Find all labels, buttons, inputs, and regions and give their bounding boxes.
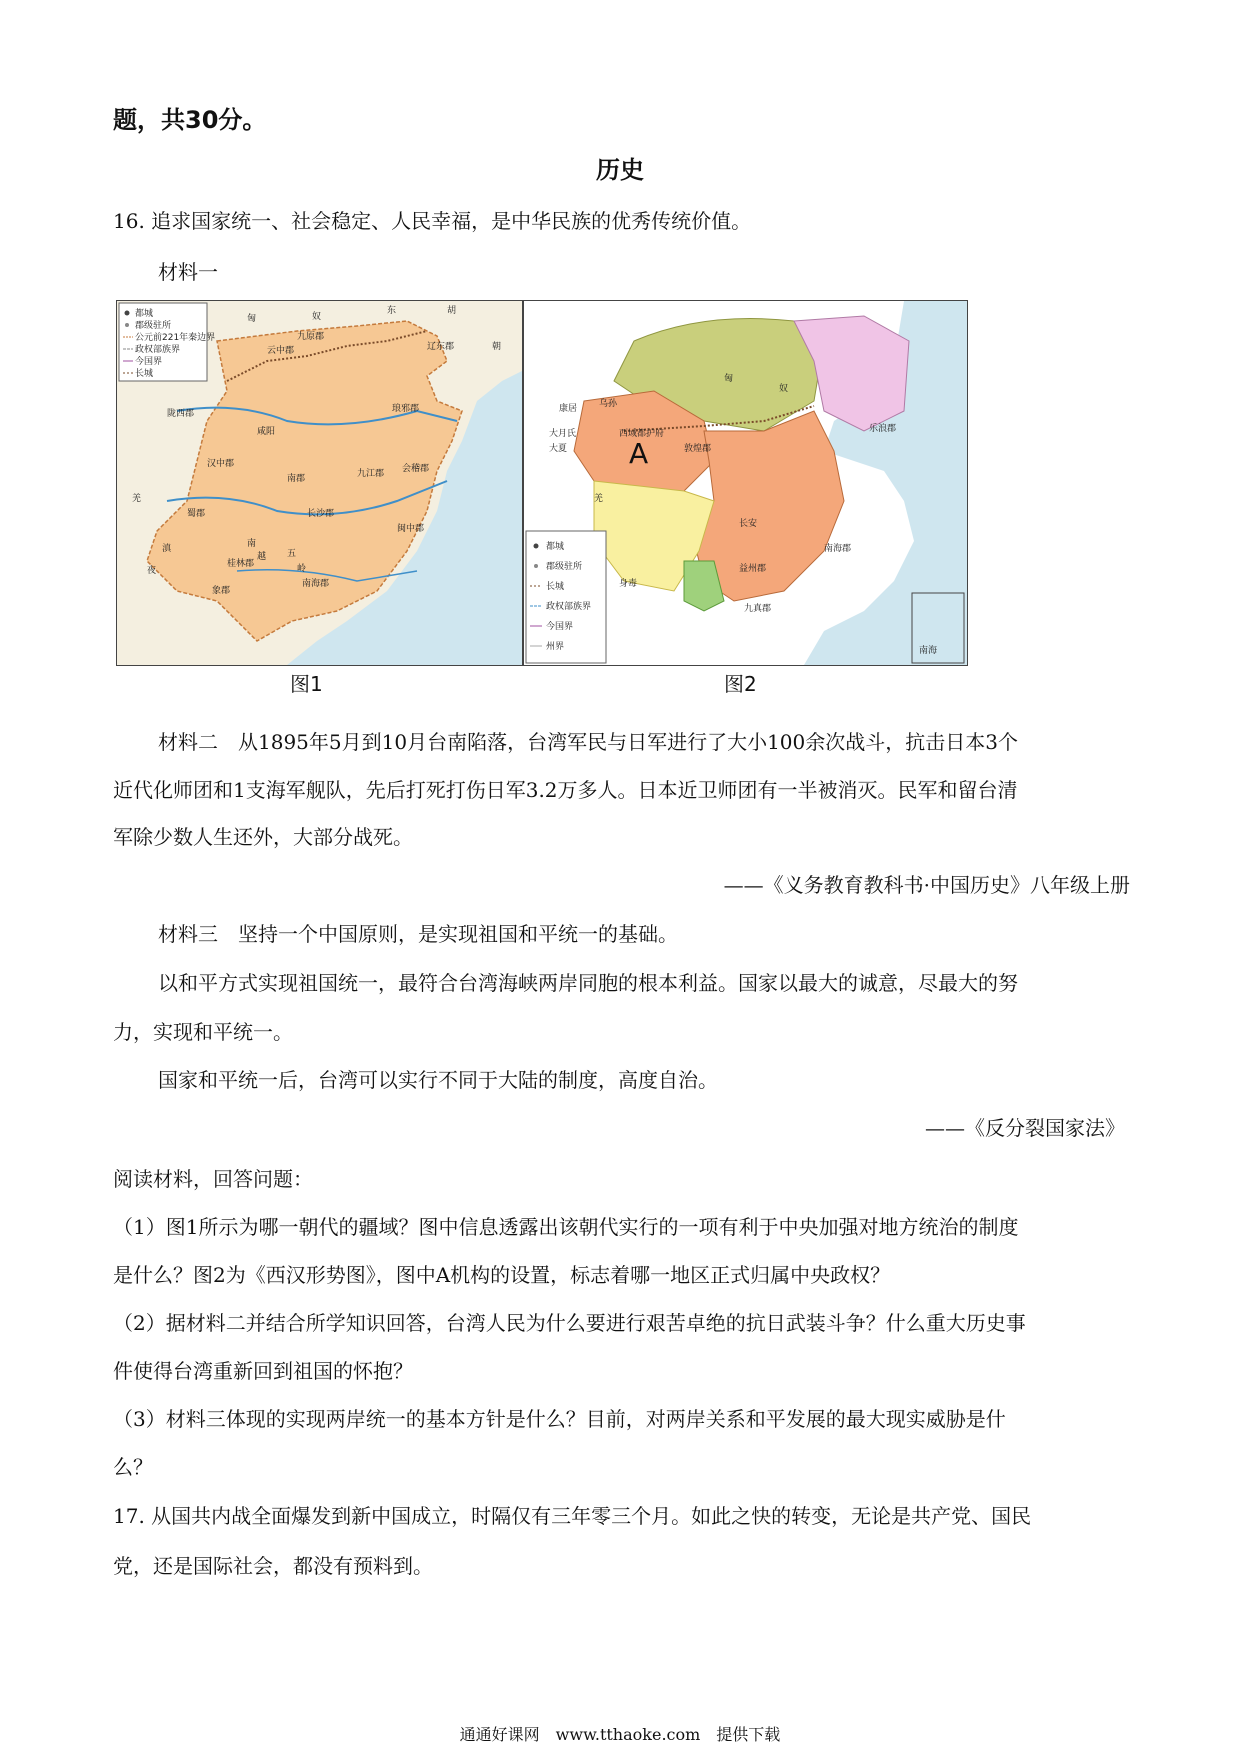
map1-legend-5: 长城	[135, 369, 154, 379]
map2-legend-5: 州界	[546, 642, 565, 652]
map1-label-3: 胡	[447, 306, 457, 316]
material2-source: ——《义务教育教科书·中国历史》八年级上册	[723, 873, 1130, 897]
map2-legend-3: 政权部族界	[546, 602, 592, 612]
material3-line-1: 材料三 坚持一个中国原则，是实现祖国和平统一的基础。	[158, 922, 678, 946]
question-2-line-1: （2）据材料二并结合所学知识回答，台湾人民为什么要进行艰苦卓绝的抗日武装斗争？什么重大历史事	[113, 1311, 1026, 1335]
map2-label-15: 康居	[559, 404, 578, 414]
map2-label-7: 大月氏	[549, 429, 577, 439]
map1-legend-0: 都城	[135, 309, 154, 319]
map1-legend-3: 政权部族界	[135, 345, 181, 355]
material1-label: 材料一	[158, 260, 218, 284]
map2-label-12: 九真郡	[744, 604, 772, 614]
q17-line-1: 17. 从国共内战全面爆发到新中国成立，时隔仅有三年零三个月。如此之快的转变，无论是共产党、国民	[113, 1504, 1032, 1528]
map1-label-2: 东	[387, 306, 397, 316]
map1-label-27: 九江郡	[357, 469, 385, 479]
question-3-line-2: 么？	[113, 1455, 153, 1479]
map1-legend-2: 公元前221年秦边界	[135, 333, 216, 343]
map1-label-21: 羌	[132, 494, 142, 504]
material3-line-3: 力，实现和平统一。	[113, 1020, 293, 1044]
material3-line-2: 以和平方式实现祖国统一，最符合台湾海峡两岸同胞的根本利益。国家以最大的诚意，尽最大的努	[158, 971, 1018, 995]
map1-label-23: 夜	[147, 566, 157, 576]
map1-label-8: 陇西郡	[167, 409, 195, 419]
map1-caption: 图1	[290, 672, 323, 696]
map-1-qin-territory	[116, 300, 523, 666]
map2-label-4: 敦煌郡	[684, 444, 712, 454]
material3-line-4: 国家和平统一后，台湾可以实行不同于大陆的制度，高度自治。	[158, 1068, 718, 1092]
material2-line-3: 军除少数人生还外，大部分战死。	[113, 825, 413, 849]
map1-label-16: 桂林郡	[227, 559, 255, 569]
question-3-line-1: （3）材料三体现的实现两岸统一的基本方针是什么？目前，对两岸关系和平发展的最大现实威胁是什	[113, 1407, 1006, 1431]
map1-label-13: 长沙郡	[307, 509, 335, 519]
map2-legend-1: 郡级驻所	[546, 562, 583, 572]
question-1-line-1: （1）图1所示为哪一朝代的疆域？图中信息透露出该朝代实行的一项有利于中央加强对地方统治的制度	[113, 1215, 1019, 1239]
map2-label-9: 羌	[594, 494, 604, 504]
map1-label-5: 辽东郡	[427, 342, 455, 352]
map2-label-6: 乐浪郡	[869, 424, 897, 434]
map2-legend-4: 今国界	[546, 622, 574, 632]
map1-label-4: 九原郡	[297, 332, 325, 342]
map1-label-24: 五	[287, 549, 297, 559]
question-2-line-2: 件使得台湾重新回到祖国的怀抱？	[113, 1359, 413, 1383]
map1-label-0: 匈	[247, 314, 257, 324]
map2-label-14: 乌孙	[599, 399, 618, 409]
question-1-line-2: 是什么？图2为《西汉形势图》，图中A机构的设置，标志着哪一地区正式归属中央政权？	[113, 1263, 891, 1287]
map2-label-1: 奴	[779, 384, 789, 394]
q17-line-2: 党，还是国际社会，都没有预料到。	[113, 1554, 433, 1578]
map-2-western-han	[523, 300, 968, 666]
map1-legend-1: 郡级驻所	[135, 321, 172, 331]
map1-label-11: 蜀郡	[187, 509, 206, 519]
map1-label-14: 会稽郡	[402, 464, 430, 474]
section-tail: 题，共30分。	[113, 106, 267, 134]
map2-legend-0: 都城	[546, 542, 565, 552]
map1-label-15: 闽中郡	[397, 524, 425, 534]
map2-label-13: 南海郡	[824, 544, 852, 554]
map1-label-9: 咸阳	[257, 427, 276, 437]
map2-label-0: 匈	[724, 374, 734, 384]
map1-label-12: 南郡	[287, 474, 306, 484]
read-prompt: 阅读材料，回答问题：	[113, 1167, 313, 1191]
map1-label-18: 象郡	[212, 586, 231, 596]
map1-label-25: 岭	[297, 564, 307, 574]
maps-figure	[116, 300, 966, 698]
map2-label-2: A	[629, 437, 649, 470]
map1-label-26: 琅邪郡	[392, 404, 420, 414]
material3-source: ——《反分裂国家法》	[925, 1116, 1125, 1140]
map2-inset-label: 南海	[919, 646, 938, 656]
map1-label-1: 奴	[312, 312, 322, 322]
map2-caption: 图2	[724, 672, 757, 696]
map1-label-22: 滇	[162, 544, 172, 554]
map2-label-10: 身毒	[619, 579, 638, 589]
map1-label-20: 越	[257, 552, 267, 562]
map1-label-10: 汉中郡	[207, 459, 235, 469]
material2-line-2: 近代化师团和1支海军舰队，先后打死打伤日军3.2万多人。日本近卫师团有一半被消灭。民军和留台清	[113, 778, 1018, 802]
map1-label-6: 朝	[492, 342, 502, 352]
map1-label-19: 南	[247, 539, 257, 549]
map2-label-5: 长安	[739, 519, 758, 529]
map2-label-8: 大夏	[549, 444, 568, 454]
map2-legend-2: 长城	[546, 582, 565, 592]
subject-title: 历史	[596, 156, 644, 184]
map2-label-3: 西域都护府	[619, 429, 665, 439]
map1-label-7: 云中郡	[267, 346, 295, 356]
map1-legend-4: 今国界	[135, 357, 163, 367]
map2-label-11: 益州郡	[739, 564, 767, 574]
map1-label-17: 南海郡	[302, 579, 330, 589]
q16-stem: 16. 追求国家统一、社会稳定、人民幸福，是中华民族的优秀传统价值。	[113, 209, 752, 233]
material2-line-1: 材料二 从1895年5月到10月台南陷落，台湾军民与日军进行了大小100余次战斗，抗击日本3个	[158, 730, 1018, 754]
page-footer: 通通好课网 www.tthaoke.com 提供下载	[459, 1725, 781, 1744]
